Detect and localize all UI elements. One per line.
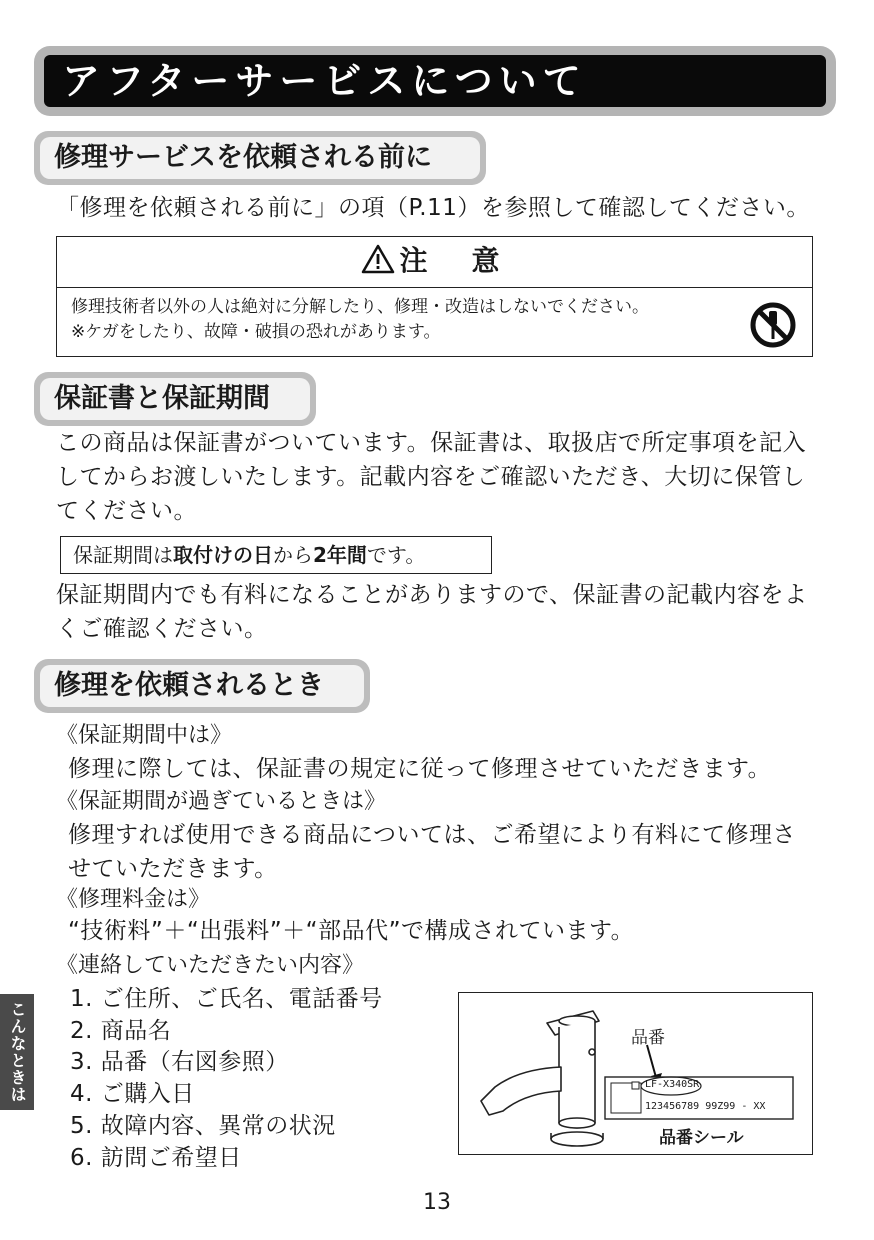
warranty-para-line-1: この商品は保証書がついています。保証書は、取扱店で所定事項を記入 <box>56 430 807 456</box>
side-tab: こんなときは <box>0 994 34 1110</box>
warranty-box-pre: 保証期間は <box>73 543 173 567</box>
warranty-box-post: です。 <box>366 543 426 567</box>
page-title: アフターサービスについて <box>44 55 826 107</box>
warranty-box-install-day: 取付けの日 <box>173 543 273 567</box>
callout-label: 品番 <box>631 1028 665 1048</box>
section-header-repair-request <box>34 659 370 713</box>
repair-text-after-warranty-2: せていただきます。 <box>68 856 278 882</box>
caution-line-1: 修理技術者以外の人は絶対に分解したり、修理・改造はしないでください。 <box>71 297 649 317</box>
contact-item: 2. 商品名 <box>70 1018 172 1044</box>
warranty-period-box <box>60 536 492 574</box>
faucet-illustration <box>459 993 811 1153</box>
contact-item: 4. ご購入日 <box>70 1081 195 1107</box>
warranty-box-period: 2年間 <box>313 543 367 567</box>
section-heading-repair-request: 修理を依頼されるとき <box>40 665 364 707</box>
warranty-para-line-2: してからお渡しいたします。記載内容をご確認いただき、大切に保管し <box>56 464 806 490</box>
warranty-box-mid: から <box>273 543 313 567</box>
warranty-after-line-2: くご確認ください。 <box>56 616 268 642</box>
model-number: LF-X340SR <box>645 1079 700 1090</box>
caution-header <box>57 237 812 288</box>
contact-item: 3. 品番（右図参照） <box>70 1049 289 1075</box>
repair-text-after-warranty-1: 修理すれば使用できる商品については、ご希望により有料にて修理さ <box>68 822 797 848</box>
caution-box <box>56 236 813 357</box>
caution-line-2: ※ケガをしたり、故障・破損の恐れがあります。 <box>71 322 441 342</box>
sticker-label: 品番シール <box>659 1128 744 1148</box>
repair-label-after-warranty: 《保証期間が過ぎているときは》 <box>56 789 387 814</box>
repair-label-contact: 《連絡していただきたい内容》 <box>56 953 365 978</box>
repair-label-during-warranty: 《保証期間中は》 <box>56 723 233 748</box>
no-disassembly-icon <box>749 301 797 349</box>
repair-text-during-warranty: 修理に際しては、保証書の規定に従って修理させていただきます。 <box>68 756 772 782</box>
model-number-figure <box>458 992 813 1155</box>
contact-item: 1. ご住所、ご氏名、電話番号 <box>70 986 383 1012</box>
section-header-before-repair <box>34 131 486 185</box>
caution-heading: 注 意 <box>399 244 508 277</box>
contact-item: 5. 故障内容、異常の状況 <box>70 1113 336 1139</box>
warranty-after-line-1: 保証期間内でも有料になることがありますので、保証書の記載内容をよ <box>56 582 808 608</box>
warning-triangle-icon <box>361 244 395 274</box>
serial-line: 123456789 99Z99 - XX <box>645 1101 766 1112</box>
contact-item: 6. 訪問ご希望日 <box>70 1145 242 1171</box>
repair-label-fee: 《修理料金は》 <box>56 887 211 912</box>
warranty-para-line-3: てください。 <box>56 498 197 524</box>
page-number: 13 <box>423 1190 451 1215</box>
section-heading-warranty: 保証書と保証期間 <box>40 378 310 420</box>
section-header-warranty <box>34 372 316 426</box>
repair-text-fee: “技術料”＋“出張料”＋“部品代”で構成されています。 <box>68 918 635 944</box>
section-heading-before-repair: 修理サービスを依頼される前に <box>40 137 480 179</box>
before-repair-text: 「修理を依頼される前に」の項（P.11）を参照して確認してください。 <box>56 195 810 221</box>
